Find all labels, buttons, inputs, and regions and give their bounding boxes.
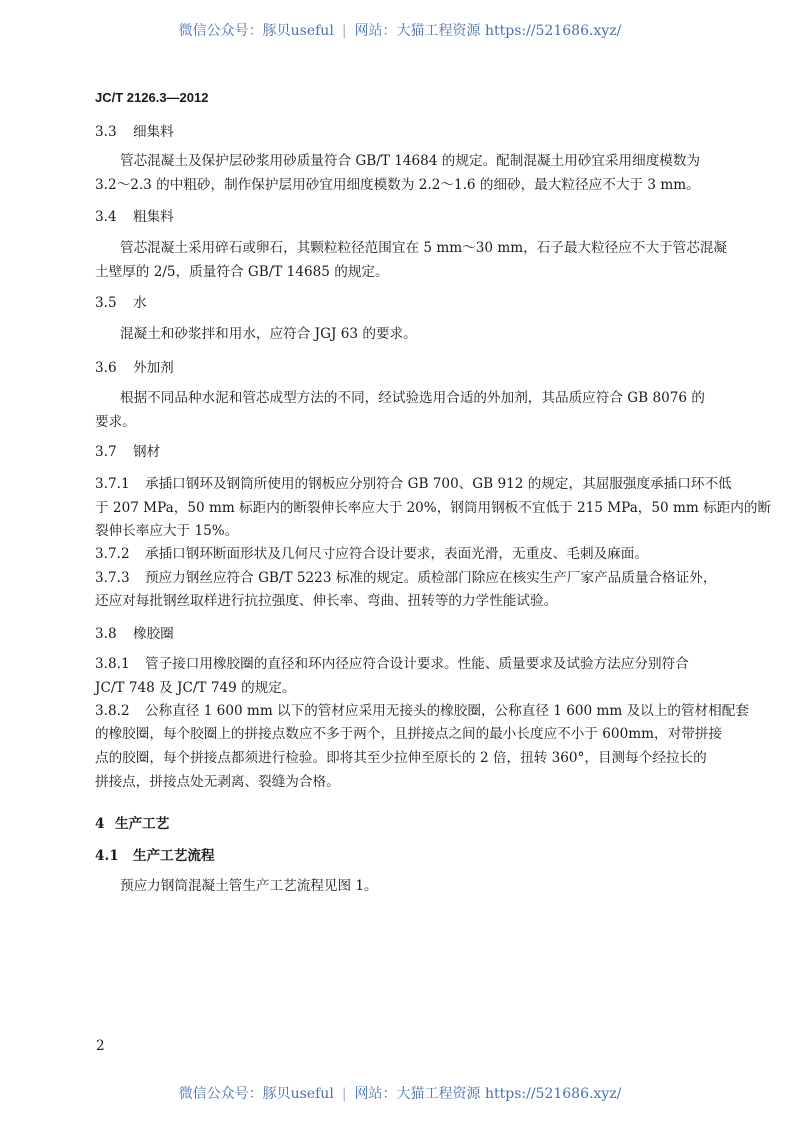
clause-3-8-2 [95, 701, 749, 721]
section-heading-3-8 [95, 624, 174, 644]
watermark-separator: | [341, 23, 347, 39]
section-heading-3-6 [95, 358, 174, 378]
section-number: 3.5 [95, 295, 117, 311]
section-title: 橡胶圈 [133, 626, 174, 642]
clause-number: 3.7.2 [95, 546, 130, 562]
paragraph-line: 混凝土和砂浆拌和用水，应符合 JGJ 63 的要求。 [120, 326, 417, 342]
section-number: 3.8 [95, 626, 117, 642]
clause-3-7-2 [95, 544, 648, 564]
clause-3-8-1 [95, 654, 689, 674]
section-title: 细集料 [133, 124, 174, 140]
watermark-site: 网站：大猫工程资源 https://521686.xyz/ [354, 1086, 622, 1102]
section-number: 3.4 [95, 209, 117, 225]
watermark-wechat: 微信公众号：豚贝useful [178, 23, 334, 39]
watermark-bottom [0, 1083, 800, 1103]
section-number: 3.3 [95, 124, 117, 140]
section-number: 3.6 [95, 360, 117, 376]
section-number: 3.7 [95, 444, 117, 460]
section-title: 生产工艺流程 [133, 848, 215, 864]
paragraph-line: 土壁厚的 2/5，质量符合 GB/T 14685 的规定。 [95, 264, 389, 280]
section-heading-3-3 [95, 122, 174, 142]
clause-3-7-3 [95, 568, 716, 588]
paragraph-line: 的橡胶圈，每个胶圈上的拼接点数应不多于两个，且拼接点之间的最小长度应不小于 600mm，对带拼接 [95, 726, 722, 742]
paragraph-line: 还应对每批钢丝取样进行抗拉强度、伸长率、弯曲、扭转等的力学性能试验。 [95, 593, 558, 609]
watermark-separator: | [341, 1086, 347, 1102]
page-number: 2 [96, 1038, 105, 1054]
section-title: 粗集料 [133, 209, 174, 225]
section-number: 4.1 [95, 848, 119, 864]
clause-number: 3.8.2 [95, 703, 130, 719]
paragraph-line: 根据不同品种水泥和管芯成型方法的不同，经试验选用合适的外加剂，其品质应符合 GB 8076 的 [120, 390, 705, 406]
paragraph-line: 管芯混凝土采用碎石或卵石，其颗粒粒径范围宜在 5 mm～30 mm，石子最大粒径应不大于管芯混凝 [120, 240, 728, 256]
section-heading-3-7 [95, 442, 160, 462]
watermark-site: 网站：大猫工程资源 https://521686.xyz/ [354, 23, 622, 39]
paragraph-line: 预应力钢筒混凝土管生产工艺流程见图 1。 [120, 878, 378, 894]
paragraph-line: 预应力钢丝应符合 GB/T 5223 标准的规定。质检部门除应在核实生产厂家产品质量合格证外， [145, 570, 717, 586]
paragraph-line: 管子接口用橡胶圈的直径和环内径应符合设计要求。性能、质量要求及试验方法应分别符合 [145, 656, 689, 672]
paragraph-line: 承插口钢环断面形状及几何尺寸应符合设计要求，表面光滑，无重皮、毛刺及麻面。 [145, 546, 648, 562]
paragraph-line: JC/T 748 及 JC/T 749 的规定。 [95, 680, 296, 696]
chapter-heading-4 [95, 814, 169, 834]
clause-number: 3.7.1 [95, 476, 130, 492]
watermark-wechat: 微信公众号：豚贝useful [178, 1086, 334, 1102]
watermark-top [0, 20, 800, 40]
chapter-title: 生产工艺 [115, 816, 170, 832]
paragraph-line: 裂伸长率应大于 15%。 [95, 523, 239, 539]
paragraph-line: 公称直径 1 600 mm 以下的管材应采用无接头的橡胶圈，公称直径 1 600 mm 及以上的管材相配套 [145, 703, 749, 719]
clause-number: 3.7.3 [95, 570, 130, 586]
paragraph-line: 承插口钢环及钢筒所使用的钢板应分别符合 GB 700、GB 912 的规定，其屈服强度承插口环不低 [145, 476, 732, 492]
section-title: 水 [133, 295, 147, 311]
section-heading-3-5 [95, 293, 147, 313]
paragraph-line: 拼接点，拼接点处无剥离、裂缝为合格。 [95, 774, 340, 790]
clause-3-7-1 [95, 474, 732, 494]
paragraph-line: 于 207 MPa，50 mm 标距内的断裂伸长率应大于 20%，钢筒用钢板不宜低于 215 MPa，50 mm 标距内的断 [95, 500, 772, 516]
paragraph-line: 3.2～2.3 的中粗砂，制作保护层用砂宜用细度模数为 2.2～1.6 的细砂，最大粒径应不大于 3 mm。 [95, 177, 700, 193]
document-id: JC/T 2126.3—2012 [95, 90, 209, 105]
section-title: 外加剂 [133, 360, 174, 376]
paragraph-line: 点的胶圈，每个拼接点都须进行检验。即将其至少拉伸至原长的 2 倍，扭转 360°，目测每个经拉长的 [95, 750, 707, 766]
paragraph-line: 要求。 [95, 414, 136, 430]
paragraph-line: 管芯混凝土及保护层砂浆用砂质量符合 GB/T 14684 的规定。配制混凝土用砂宜采用细度模数为 [120, 153, 701, 169]
section-title: 钢材 [133, 444, 161, 460]
clause-number: 3.8.1 [95, 656, 130, 672]
section-heading-3-4 [95, 207, 174, 227]
chapter-number: 4 [95, 816, 105, 832]
section-heading-4-1 [95, 846, 215, 866]
